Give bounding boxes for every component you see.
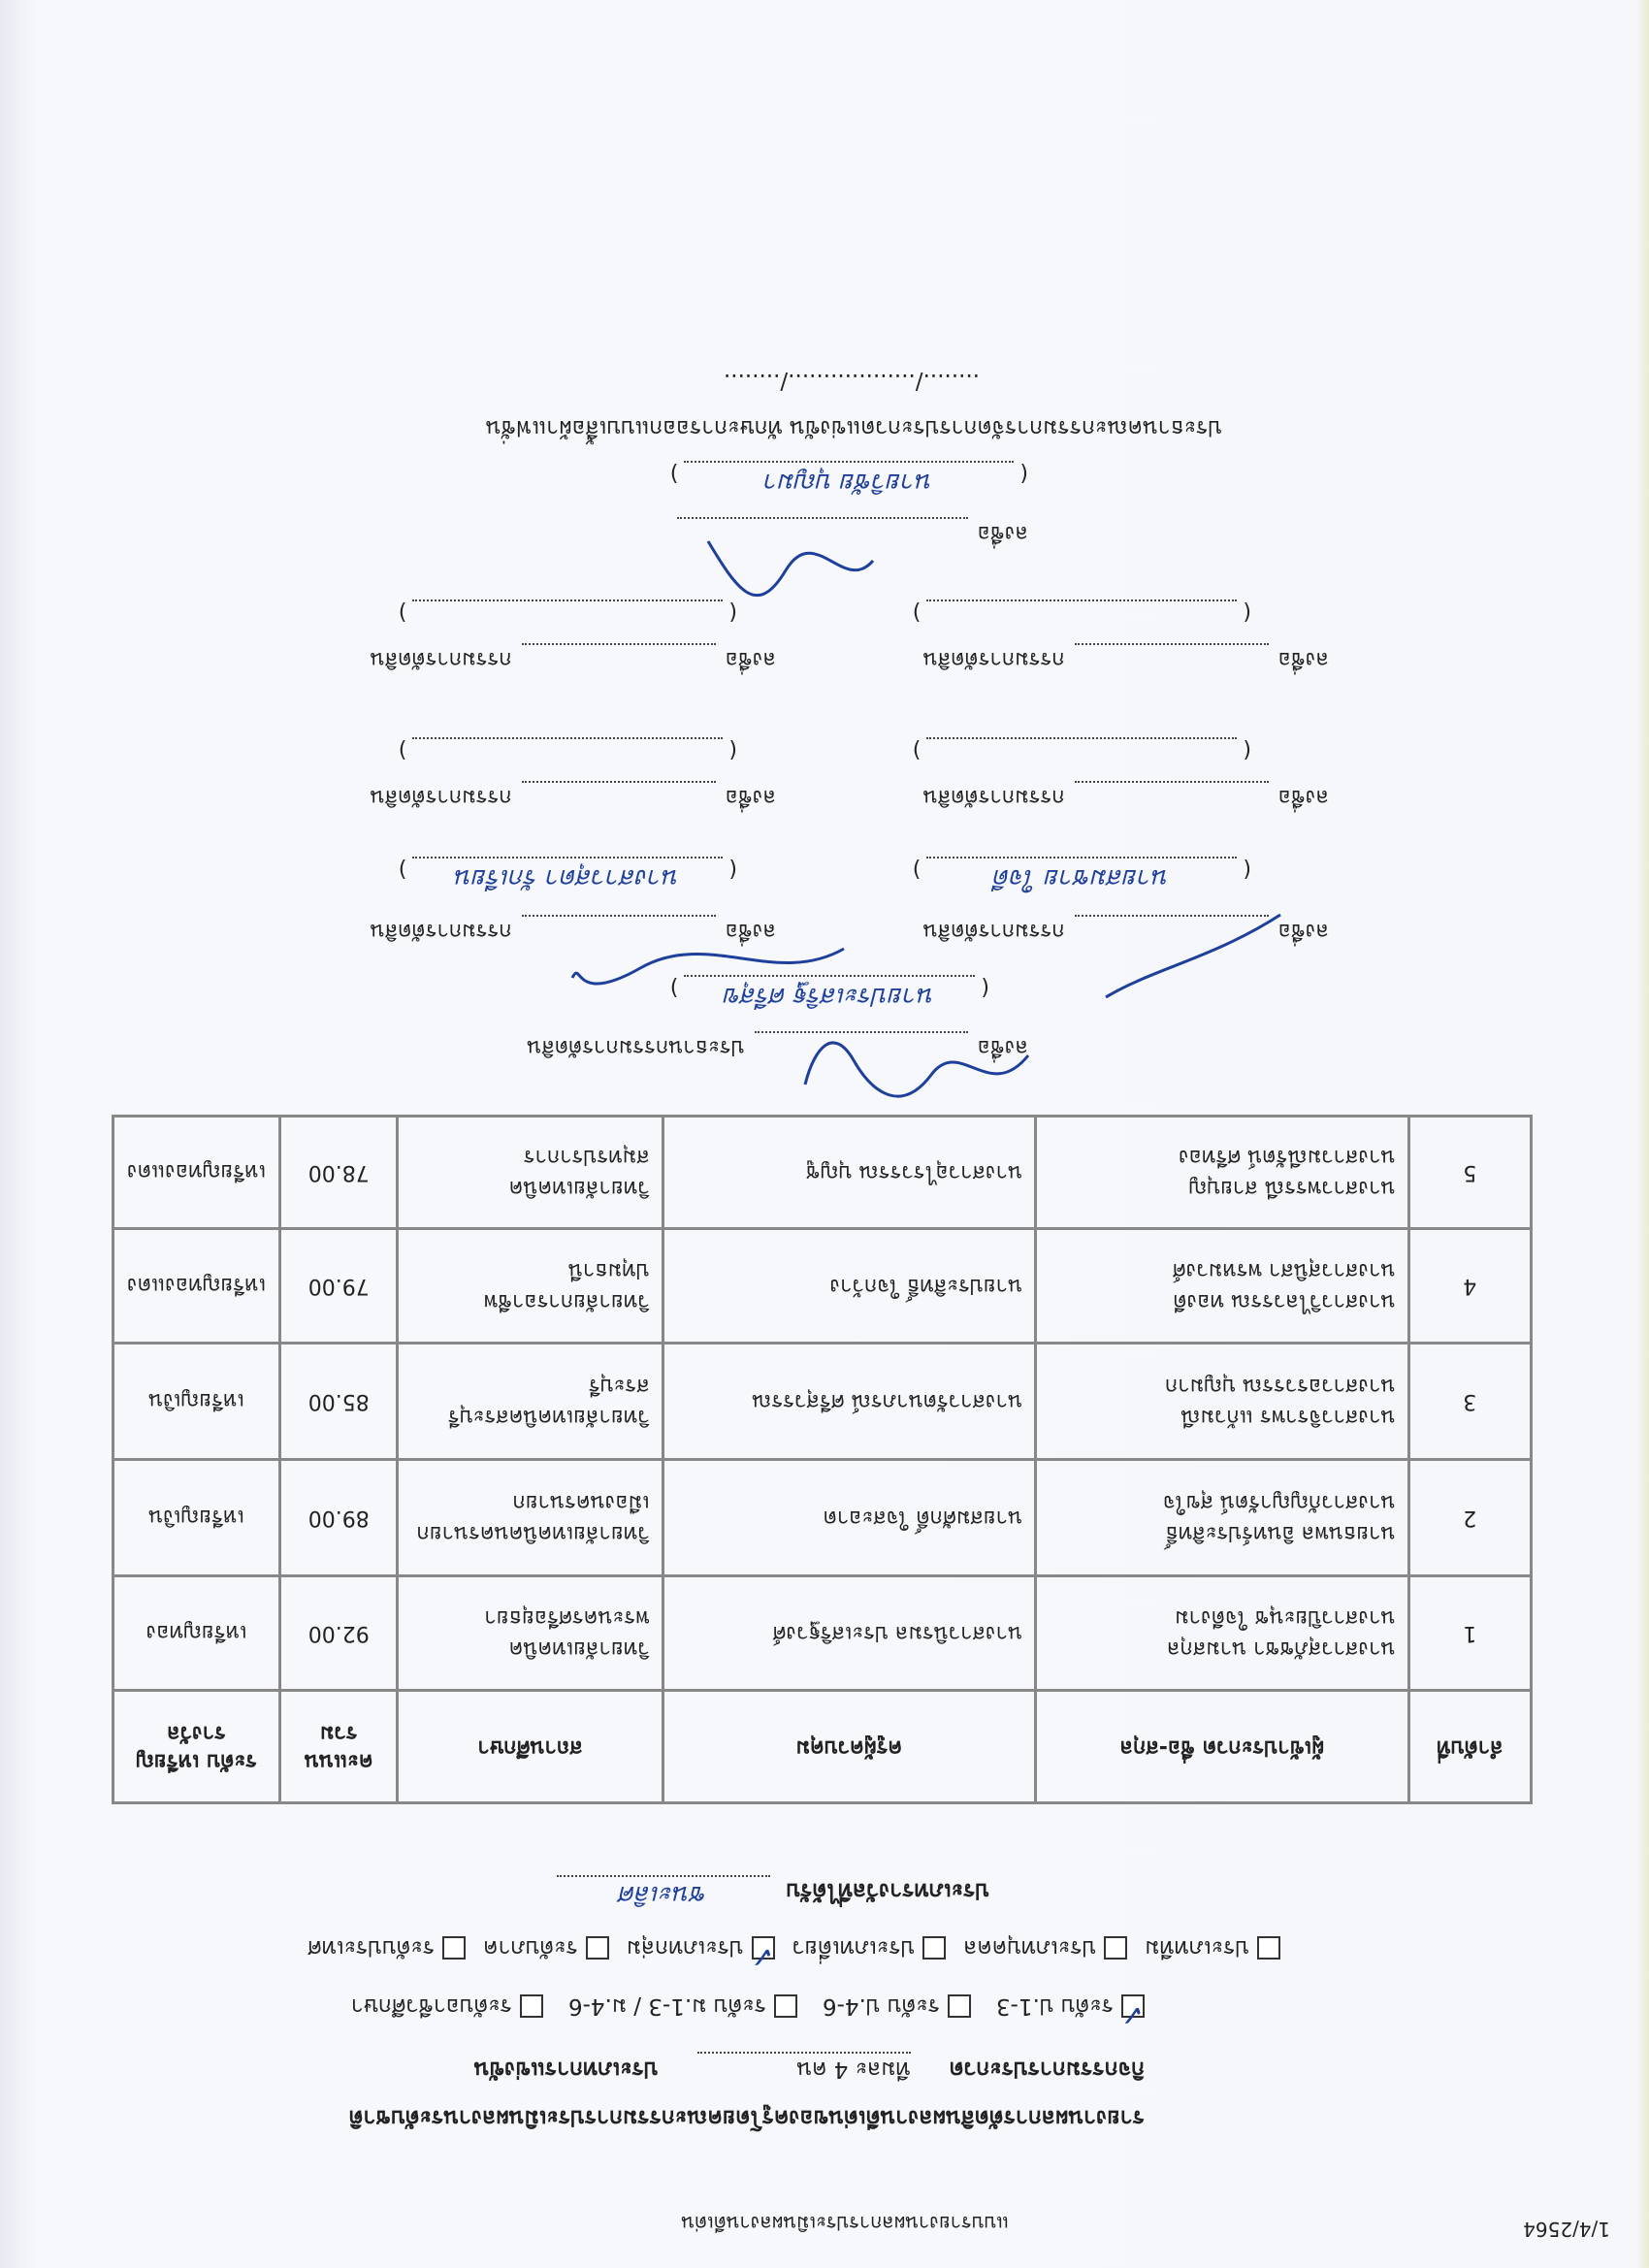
member1-name-line: ( นายสมชาย ใจดี ) bbox=[913, 857, 1251, 898]
level-option-1[interactable]: ✓ ระดับ ป.1-3 bbox=[995, 1993, 1145, 2031]
empty-name-line: ( ) bbox=[399, 737, 737, 764]
header-medal: ระดับ เหรียญรางวัล bbox=[113, 1691, 280, 1803]
cell-medal: เหรียญเงิน bbox=[113, 1344, 280, 1460]
empty-name-line: ( ) bbox=[913, 599, 1251, 627]
level-checkboxes bbox=[350, 1989, 1145, 2031]
cell-medal: เหรียญทองแดง bbox=[113, 1229, 280, 1344]
form-code: แบบรายงานผลการประเมินผลงานดีเด่น bbox=[681, 2212, 1009, 2235]
level-option-3[interactable]: ระดับ ม.1-3 / ม.4-6 bbox=[568, 1989, 797, 2024]
cell-score: 92.00 bbox=[280, 1576, 398, 1691]
member-sign-line-1: ลงชื่อ กรรมการตัดสิน bbox=[923, 915, 1329, 949]
cell-score: 78.00 bbox=[280, 1117, 398, 1229]
chair-sign-line: ลงชื่อ ประธานกรรมการตัดสิน bbox=[527, 1031, 1028, 1065]
chair-signature-scribble bbox=[795, 1026, 1048, 1114]
cell-no: 3 bbox=[1408, 1344, 1531, 1460]
checkbox[interactable] bbox=[1104, 1936, 1127, 1960]
cell-students: นางสาวสุภัชชา นามสกุล นางสาวปิยะนุช ใจดีงาม bbox=[1036, 1576, 1408, 1691]
category-option-1[interactable]: ประเภททีม bbox=[1145, 1930, 1280, 1965]
member-signature-scribble bbox=[563, 920, 854, 997]
category-label: ประเภทการแข่งขัน bbox=[473, 2057, 659, 2082]
category-checkboxes bbox=[307, 1930, 1280, 1973]
header-school: สถานศึกษา bbox=[398, 1691, 663, 1803]
director-name: นายวิชัย บุญมา bbox=[684, 461, 1014, 502]
cell-students: นางสาววิไลวรรณ ทองดี นางสาวสุนิสา พรหมวงศ์ bbox=[1036, 1229, 1408, 1344]
cell-no: 2 bbox=[1408, 1460, 1531, 1576]
header-score: คะแนน รวม bbox=[280, 1691, 398, 1803]
checkbox[interactable] bbox=[1119, 1994, 1145, 2031]
cell-students: นายธนพล อินทร์ประสิทธิ์ นางสาวกัญญารัตน์ สุขใจ bbox=[1036, 1460, 1408, 1576]
member-sign-line-5: ลงชื่อ กรรมการตัดสิน bbox=[923, 643, 1329, 677]
checkbox[interactable] bbox=[586, 1936, 609, 1960]
cell-no: 4 bbox=[1408, 1229, 1531, 1344]
header-line2 bbox=[474, 2052, 1145, 2084]
director-role: ประธานคณะกรรมการจัดการประกวดแข่งขัน ทักษะการออกแบบเสื้อผ้าแฟชั่น bbox=[485, 415, 1222, 440]
cell-medal: เหรียญทองแดง bbox=[113, 1117, 280, 1229]
category-option-6[interactable]: ระดับประเทศ bbox=[307, 1930, 466, 1965]
date-line: ......../................../........ bbox=[723, 369, 980, 394]
table-row bbox=[113, 1229, 1532, 1344]
competition-value: ทีมละ 4 คน bbox=[697, 2052, 911, 2084]
cell-teacher: นางสาวนิรมล ประเสริฐวงศ์ bbox=[663, 1576, 1035, 1691]
cell-school: วิทยาลัยเทคนิคสระบุรี สระบุรี bbox=[398, 1344, 663, 1460]
category-option-4[interactable]: ✓ ประเภทกลุ่ม bbox=[626, 1935, 775, 1973]
check-icon: ✓ bbox=[750, 1939, 775, 1973]
cell-students: นางสาวจิราพร แก้วมณี นางสาวอรวรรณ บุญมาก bbox=[1036, 1344, 1408, 1460]
cell-teacher: นายสมศักดิ์ ใจสะอาด bbox=[663, 1460, 1035, 1576]
cell-school: วิทยาลัยเทคนิคพระนครศรีอยุธยา bbox=[398, 1576, 663, 1691]
cell-medal: เหรียญทอง bbox=[113, 1576, 280, 1691]
cell-teacher: นางสาวรัตนาภรณ์ ศรีสุวรรณ bbox=[663, 1344, 1035, 1460]
member-sign-line-6: ลงชื่อ กรรมการตัดสิน bbox=[371, 643, 776, 677]
member-sign-line-4: ลงชื่อ กรรมการตัดสิน bbox=[371, 781, 776, 815]
table-header-row bbox=[113, 1691, 1532, 1803]
page-date: 1/4/2564 bbox=[1523, 2218, 1610, 2241]
results-table bbox=[112, 1115, 1533, 1804]
header-students: ผู้เข้าประกวด ชื่อ-สกุล bbox=[1036, 1691, 1408, 1803]
level-option-2[interactable]: ระดับ ป.4-6 bbox=[823, 1989, 971, 2024]
member-sign-line-3: ลงชื่อ กรรมการตัดสิน bbox=[923, 781, 1329, 815]
category-option-3[interactable]: ประเภทเดี่ยว bbox=[792, 1930, 947, 1965]
cell-medal: เหรียญเงิน bbox=[113, 1460, 280, 1576]
director-name-line: ( นายวิชัย บุญมา ) bbox=[670, 461, 1028, 502]
checkbox[interactable] bbox=[774, 1994, 797, 2018]
director-signature-scribble bbox=[698, 512, 883, 599]
check-icon: ✓ bbox=[1119, 1997, 1145, 2031]
cell-no: 5 bbox=[1408, 1117, 1531, 1229]
member2-name-line: ( นางสาวสุดา รักเรียน ) bbox=[399, 857, 737, 898]
header-no: ลำดับที่ bbox=[1408, 1691, 1531, 1803]
member-sign-line-2: ลงชื่อ กรรมการตัดสิน bbox=[371, 915, 776, 949]
checkbox[interactable] bbox=[442, 1936, 466, 1960]
cell-score: 85.00 bbox=[280, 1344, 398, 1460]
empty-name-line: ( ) bbox=[913, 737, 1251, 764]
header-teacher: ครูผู้ควบคุม bbox=[663, 1691, 1035, 1803]
chair-name-line: ( นายประเสริฐ ศรีสุข ) bbox=[670, 975, 989, 1017]
category-option-2[interactable]: ประเภทบุคคล bbox=[963, 1930, 1127, 1965]
cell-school: วิทยาลัยเทคนิค สมุทรปราการ bbox=[398, 1117, 663, 1229]
checkbox[interactable] bbox=[520, 1994, 543, 2018]
award-label: ประเภทรางวัลที่ได้รับ bbox=[786, 1877, 989, 1903]
cell-no: 1 bbox=[1408, 1576, 1531, 1691]
member-signature-scribble bbox=[1086, 910, 1300, 1007]
director-sign-line: ลงชื่อ bbox=[677, 517, 1028, 551]
table-row bbox=[113, 1344, 1532, 1460]
chair-name: นายประเสริฐ ศรีสุข bbox=[684, 975, 975, 1017]
checkbox[interactable] bbox=[948, 1994, 971, 2018]
table-row bbox=[113, 1576, 1532, 1691]
cell-students: นางสาวพรรณี สายบุญ นางสาวมณีรัตน์ ศรีทอง bbox=[1036, 1117, 1408, 1229]
checkbox[interactable] bbox=[922, 1936, 946, 1960]
header-line1: รายงานผลการตัดสินผลงานดีเด่นของครูโดยคณะกรรมการประเมินผลงานระดับชาติ bbox=[348, 2105, 1145, 2130]
table-row bbox=[113, 1117, 1532, 1229]
checkbox[interactable] bbox=[1257, 1936, 1280, 1960]
empty-name-line: ( ) bbox=[399, 599, 737, 627]
cell-teacher: นายประสิทธิ์ ใจกว้าง bbox=[663, 1229, 1035, 1344]
cell-school: วิทยาลัยการอาชีพปทุมธานี bbox=[398, 1229, 663, 1344]
category-option-5[interactable]: ระดับภาค bbox=[483, 1930, 609, 1965]
checkbox[interactable] bbox=[750, 1936, 775, 1973]
table-row bbox=[113, 1460, 1532, 1576]
cell-teacher: นางสาวอุไรวรรณ บุญชู bbox=[663, 1117, 1035, 1229]
cell-score: 89.00 bbox=[280, 1460, 398, 1576]
award-line bbox=[557, 1875, 989, 1911]
cell-school: วิทยาลัยเทคนิคนครนายก เมืองนครนายก bbox=[398, 1460, 663, 1576]
competition-label: กิจกรรมการประกวด bbox=[949, 2057, 1145, 2082]
member2-name: นางสาวสุดา รักเรียน bbox=[412, 857, 723, 898]
member1-name: นายสมชาย ใจดี bbox=[926, 857, 1237, 898]
award-value: ชนะเลิศ bbox=[557, 1875, 770, 1911]
cell-score: 79.00 bbox=[280, 1229, 398, 1344]
level-option-4[interactable]: ระดับอาชีวศึกษา bbox=[351, 1989, 543, 2024]
